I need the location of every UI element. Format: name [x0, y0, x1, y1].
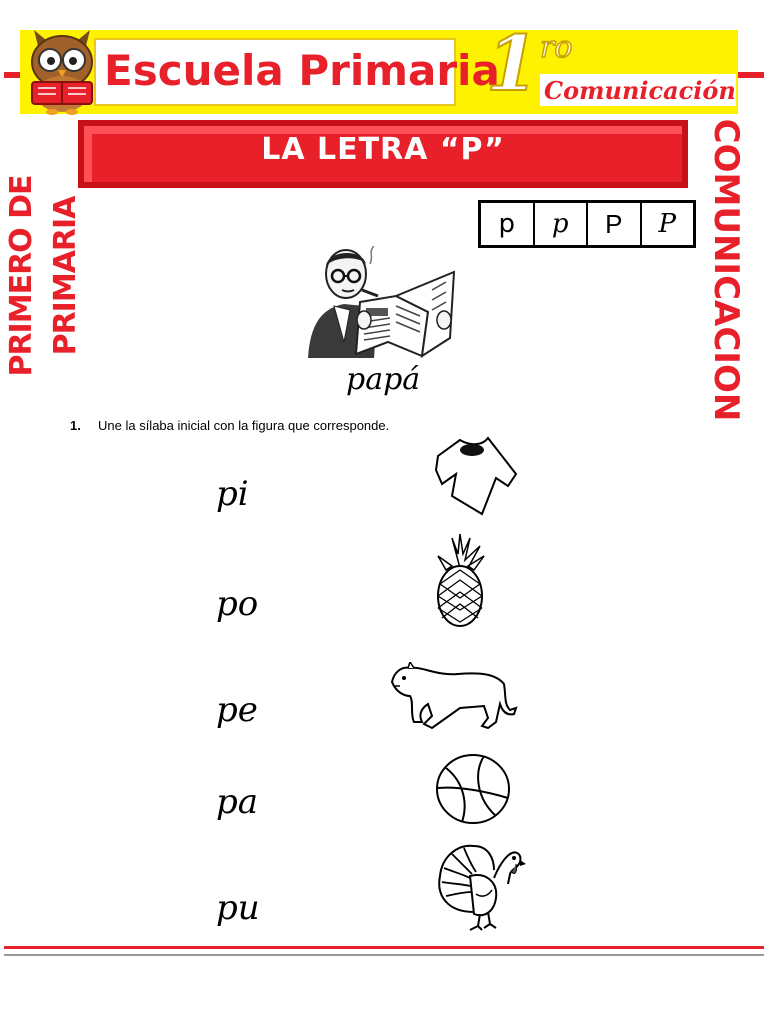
subject-label: Comunicación [544, 76, 736, 105]
letter-form-print-lower: p [481, 203, 535, 245]
instruction-text: Une la sílaba inicial con la figura que corresponde. [98, 418, 390, 433]
syllable-pa: pa [216, 782, 259, 822]
side-label-grade: PRIMERO DE PRIMARIA [4, 175, 83, 377]
letter-forms [478, 200, 696, 248]
syllable-pu: pu [216, 888, 260, 928]
letter-form-cursive-upper: P [658, 209, 676, 239]
syllable-pe: pe [216, 690, 258, 730]
syllable-po: po [216, 584, 259, 624]
syllable-pi: pi [216, 474, 249, 514]
example-word: papá [346, 362, 421, 397]
grade-number: 1 [486, 19, 539, 108]
turkey-icon [434, 838, 528, 932]
letter-form-print-upper: P [588, 203, 642, 245]
pineapple-icon [432, 534, 488, 628]
puma-icon [388, 662, 520, 732]
school-name: Escuela Primaria [104, 46, 500, 95]
side-label-subject: COMUNICACION [706, 118, 746, 422]
grade-suffix: ro [540, 30, 573, 65]
subject-box [540, 74, 736, 106]
header-rule-right [738, 72, 764, 78]
shirt-icon [430, 434, 522, 518]
ball-icon [434, 752, 512, 826]
letter-form-cursive-lower: p [535, 203, 589, 245]
instruction-number: 1. [70, 418, 81, 433]
man-reading-newspaper-icon [304, 246, 460, 360]
page-title: LA LETRA “P” [261, 132, 505, 167]
footer-rule-gray [4, 954, 764, 956]
footer-rule-red [4, 946, 764, 949]
owl-logo-icon [24, 24, 100, 118]
